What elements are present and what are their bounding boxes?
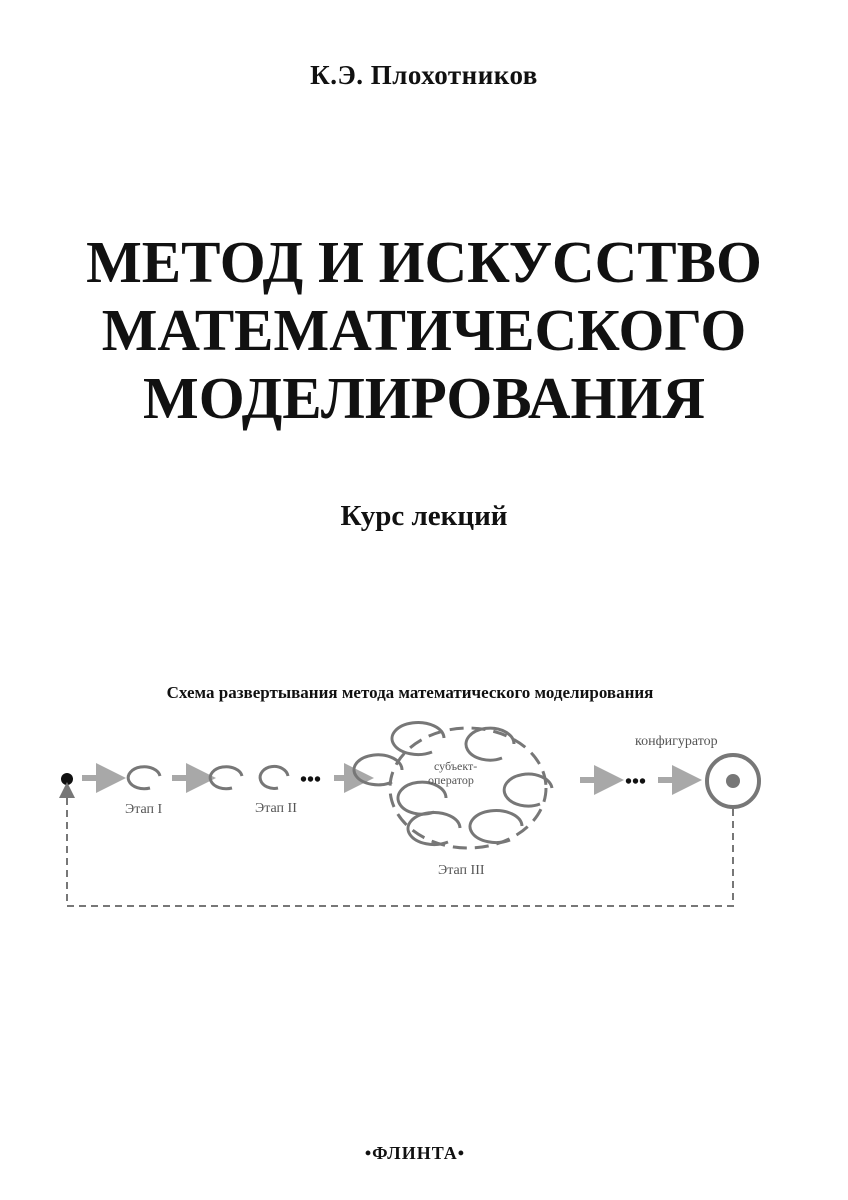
ellipsis-1: ••• xyxy=(300,769,322,791)
stage-3-label: Этап III xyxy=(438,863,485,878)
stage-2-loops xyxy=(210,766,288,788)
configurator-label: конфигуратор xyxy=(635,734,718,749)
subject-operator-label-1: субъект- xyxy=(434,759,478,773)
scheme-title: Схема развертывания метода математического моделирования xyxy=(166,683,654,702)
subject-operator-label-2: оператор xyxy=(428,773,474,787)
stage-2-label: Этап II xyxy=(255,801,297,816)
stage-1-loop xyxy=(128,767,160,789)
feedback-loop xyxy=(67,790,733,906)
title-line-1: МЕТОД И ИСКУССТВО xyxy=(86,229,762,295)
stage-1-label: Этап I xyxy=(125,802,163,817)
modeling-scheme-diagram xyxy=(0,700,848,920)
start-point xyxy=(61,773,73,785)
title-line-2: МАТЕМАТИЧЕСКОГО xyxy=(101,297,747,363)
author-name: К.Э. Плохотников xyxy=(310,60,538,90)
publisher-name: •ФЛИНТА• xyxy=(364,1143,466,1163)
book-title xyxy=(0,228,848,432)
configurator-target xyxy=(707,755,759,807)
title-line-3: МОДЕЛИРОВАНИЯ xyxy=(143,365,705,431)
ellipsis-2: ••• xyxy=(625,771,647,793)
book-subtitle: Курс лекций xyxy=(340,500,508,532)
